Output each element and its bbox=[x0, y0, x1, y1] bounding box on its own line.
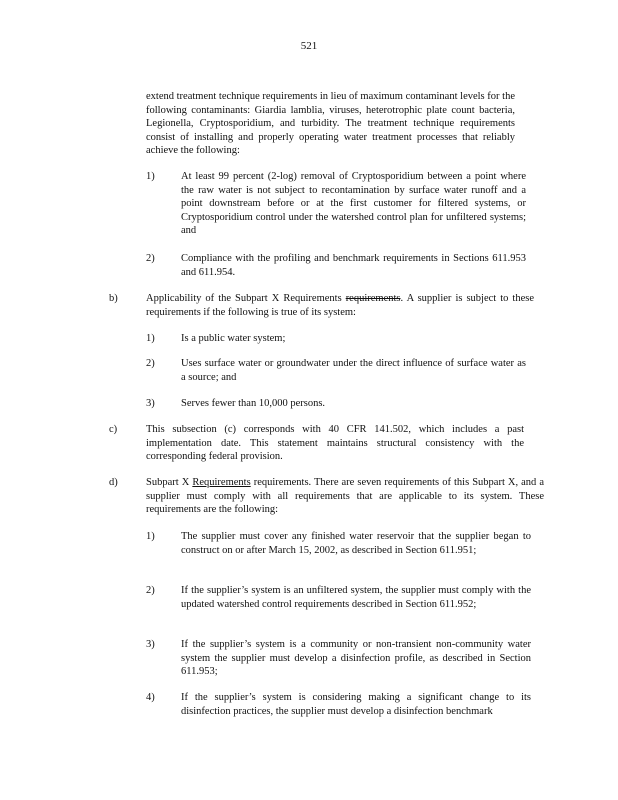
item-text: At least 99 percent (2-log) removal of Cryptosporidium between a point where the raw water is not subject to recontamination by surface water runoff and a point downstream before or at the first customer for filtered systems, or Cryptosporidium control under the watershed control plan for unfiltered systems; and bbox=[181, 171, 526, 236]
item-text: Compliance with the profiling and benchmark requirements in Sections 611.953 and 611.954. bbox=[181, 253, 526, 278]
list-item bbox=[146, 584, 531, 626]
item-text: If the supplier’s system is an unfiltered system, the supplier must comply with the updated watershed control requirements described in Section 611.952; bbox=[181, 585, 531, 610]
item-text: If the supplier’s system is a community or non-transient non-community water system the supplier must develop a disinfection profile, as described in Section 611.953; bbox=[181, 639, 531, 677]
section-label: b) bbox=[109, 293, 118, 304]
section-text: This subsection (c) corresponds with 40 CFR 141.502, which includes a past implementation date. This statement maintains structural consistency with the corresponding federal provision. bbox=[146, 424, 524, 462]
item-text: Is a public water system; bbox=[181, 333, 286, 344]
section-c bbox=[109, 423, 524, 465]
section-label: c) bbox=[109, 424, 118, 435]
deleted-text: requirements bbox=[345, 293, 401, 304]
list-item bbox=[146, 530, 531, 572]
section-label: d) bbox=[109, 477, 118, 488]
list-item bbox=[146, 170, 526, 240]
item-label: 2) bbox=[146, 253, 155, 264]
item-text: If the supplier’s system is considering making a significant change to its disinfection practices, the supplier must develop a disinfection benchmark bbox=[181, 692, 531, 717]
list-item bbox=[146, 397, 526, 413]
item-label: 3) bbox=[146, 639, 155, 650]
item-text: Uses surface water or groundwater under the direct influence of surface water as a source; and bbox=[181, 358, 526, 383]
list-item bbox=[146, 691, 531, 721]
intro-paragraph: extend treatment technique requirements in lieu of maximum contaminant levels for the following contaminants: Giardia lamblia, viruses, heterotrophic plate count bacteria, Legionella, Cryptosporidium, and turbidity. The treatment technique requirements consist of installing and properly operating water treatment processes that reliably achieve the following: bbox=[146, 91, 515, 156]
item-label: 4) bbox=[146, 692, 155, 703]
section-text: Subpart X Requirements requirements. There are seven requirements of this Subpart X, and a supplier must comply with all requirements that are applicable to its system. These requirements are the following: bbox=[146, 477, 545, 515]
section-d bbox=[109, 476, 544, 518]
item-label: 1) bbox=[146, 171, 155, 182]
inserted-text: Requirements bbox=[192, 477, 251, 488]
item-label: 1) bbox=[146, 333, 155, 344]
item-label: 1) bbox=[146, 531, 155, 542]
section-b bbox=[109, 292, 534, 322]
item-label: 2) bbox=[146, 358, 155, 369]
list-item bbox=[146, 332, 526, 348]
item-label: 3) bbox=[146, 398, 155, 409]
list-item bbox=[146, 252, 526, 282]
item-text: The supplier must cover any finished water reservoir that the supplier began to construct on or after March 15, 2002, as described in Section 611.951; bbox=[181, 531, 531, 556]
page-number: 521 bbox=[300, 40, 318, 52]
list-item bbox=[146, 638, 531, 680]
section-text: Applicability of the Subpart X Requirements requirements. A supplier is subject to these requirements if the following is true of its system: bbox=[146, 293, 534, 318]
item-text: Serves fewer than 10,000 persons. bbox=[181, 398, 326, 409]
item-label: 2) bbox=[146, 585, 155, 596]
list-item bbox=[146, 357, 526, 387]
